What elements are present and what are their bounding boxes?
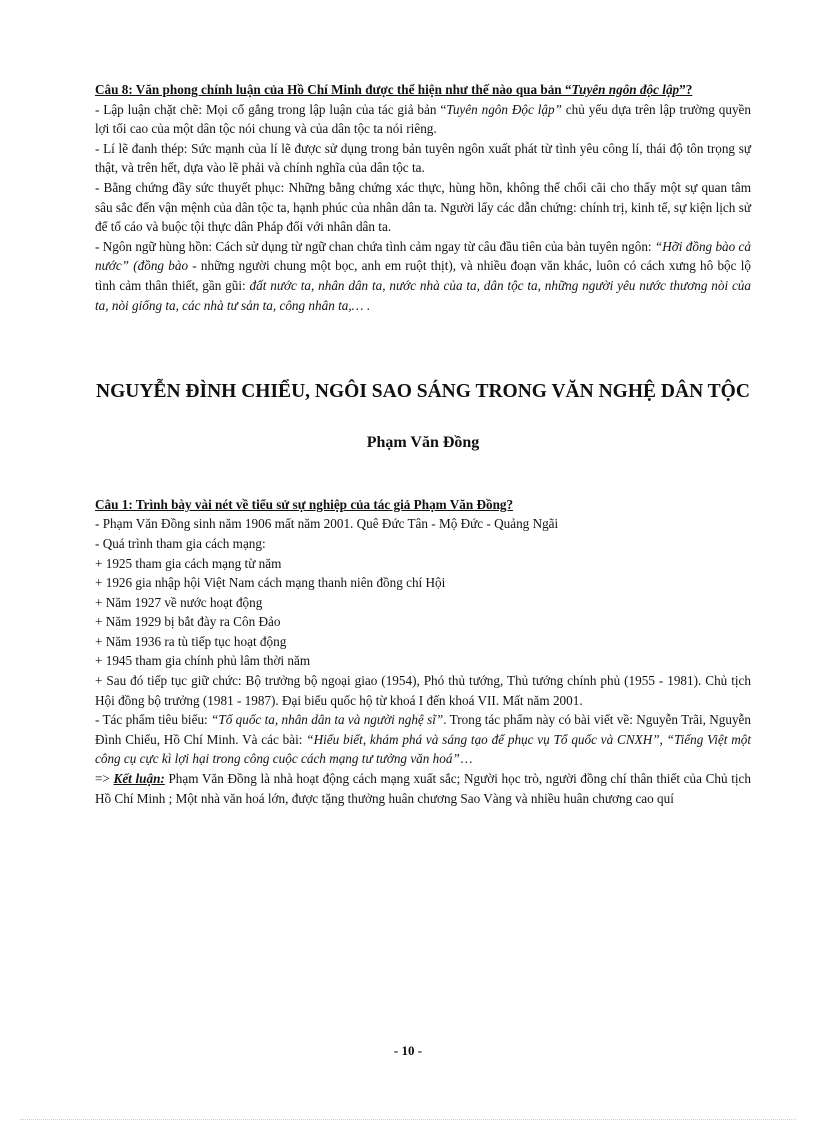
- section-author: Phạm Văn Đồng: [366, 434, 480, 452]
- question-1-title: Câu 1: Trình bày vài nét về tiểu sử sự nghiệp của tác giả Phạm Văn Đồng?: [95, 496, 514, 512]
- q8-paragraph-3: - Bằng chứng đầy sức thuyết phục: Những bằng chứng xác thực, hùng hồn, không thể chối cãi cho thấy một sự quan tâm sâu sắc đến vận mệnh của dân tộc ta, hạnh phúc của nhân dân ta. Người lấy các dẫn chứng: chính trị, kinh tế, sự kiện lịch sử để tố cáo và buộc tội thực dân Pháp đối với nhân dân ta.: [95, 179, 751, 235]
- document-page: [95, 80, 751, 808]
- q1-conclusion: => Kết luận: Phạm Văn Đồng là nhà hoạt động cách mạng xuất sắc; Người học trò, người đồng chí thân thiết của Chủ tịch Hồ Chí Minh ; Một nhà văn hoá lớn, được tặng thưởng huân chương Sao Vàng và nhiều huân chương cao quí: [95, 771, 751, 806]
- q1-line: + Năm 1929 bị bắt đày ra Côn Đảo: [95, 614, 281, 630]
- q8-paragraph-4: - Ngôn ngữ hùng hồn: Cách sử dụng từ ngữ chan chứa tình cảm ngay từ câu đầu tiên của bản tuyên ngôn: “Hỡi đồng bào cả nước” (đồng bào - những người chung một bọc, anh em ruột thịt), và nhiều đoạn văn khác, luôn có cách xưng hô bộc lộ tình cảm thân thiết, gần gũi: đất nước ta, nhân dân ta, nước nhà của ta, dân tộc ta, những người yêu nước thương nòi của ta, nòi giống ta, các nhà tư sản ta, công nhân ta,… .: [95, 238, 751, 313]
- page-number: - 10 -: [393, 1043, 423, 1058]
- q1-line: + Năm 1936 ra tù tiếp tục hoạt động: [95, 633, 287, 649]
- q8-paragraph-2: - Lí lẽ đanh thép: Sức mạnh của lí lẽ được sử dụng trong bản tuyên ngôn xuất phát từ tình yêu công lí, thái độ tôn trọng sự thật, và trên hết, dựa vào lẽ phải và chính nghĩa của dân tộc ta.: [95, 140, 751, 176]
- q1-line-list: [95, 514, 751, 671]
- q1-line: + 1945 tham gia chính phủ lâm thời năm: [95, 653, 311, 669]
- conclusion-label: Kết luận:: [113, 771, 165, 787]
- q8-paragraph-1: - Lập luận chặt chẽ: Mọi cố gắng trong lập luận của tác giả bản “Tuyên ngôn Độc lập” chủ yếu dựa trên lập trường quyền lợi tối cao của một dân tộc nói chung và của dân tộc ta nói riêng.: [95, 101, 752, 137]
- page-bottom-divider: [20, 1119, 796, 1120]
- q1-line: - Quá trình tham gia cách mạng:: [95, 535, 266, 551]
- q1-works-paragraph: - Tác phẩm tiêu biểu: “Tổ quốc ta, nhân dân ta và người nghệ sĩ”. Trong tác phẩm này có bài viết về: Nguyễn Trãi, Nguyễn Đình Chiểu, Hồ Chí Minh. Và các bài: “Hiểu biết, khám phá và sáng tạo để phục vụ Tổ quốc và CNXH”, “Tiếng Việt một công cụ cực kì lợi hại trong công cuộc cách mạng tư tưởng văn hoá”…: [95, 712, 751, 767]
- section-title: NGUYỄN ĐÌNH CHIỂU, NGÔI SAO SÁNG TRONG VĂN NGHỆ DÂN TỘC: [96, 381, 750, 403]
- q1-career-paragraph: + Sau đó tiếp tục giữ chức: Bộ trưởng bộ ngoại giao (1954), Phó thủ tướng, Thủ tướng chính phủ (1955 - 1981). Chủ tịch Hội đồng bộ trưởng (1981 - 1987). Đại biểu quốc hộ từ khoá I đến khoá VII. Mất năm 2001.: [95, 673, 751, 708]
- q1-line: + 1926 gia nhập hội Việt Nam cách mạng thanh niên đồng chí Hội: [95, 575, 446, 591]
- q1-line: + 1925 tham gia cách mạng từ năm: [95, 555, 282, 571]
- q1-line: - Phạm Văn Đồng sinh năm 1906 mất năm 2001. Quê Đức Tân - Mộ Đức - Quảng Ngãi: [95, 516, 559, 532]
- q1-line: + Năm 1927 về nước hoạt động: [95, 594, 263, 610]
- question-8-title: Câu 8: Văn phong chính luận của Hồ Chí Minh được thể hiện như thế nào qua bản “Tuyên ngôn độc lập”?: [95, 82, 693, 97]
